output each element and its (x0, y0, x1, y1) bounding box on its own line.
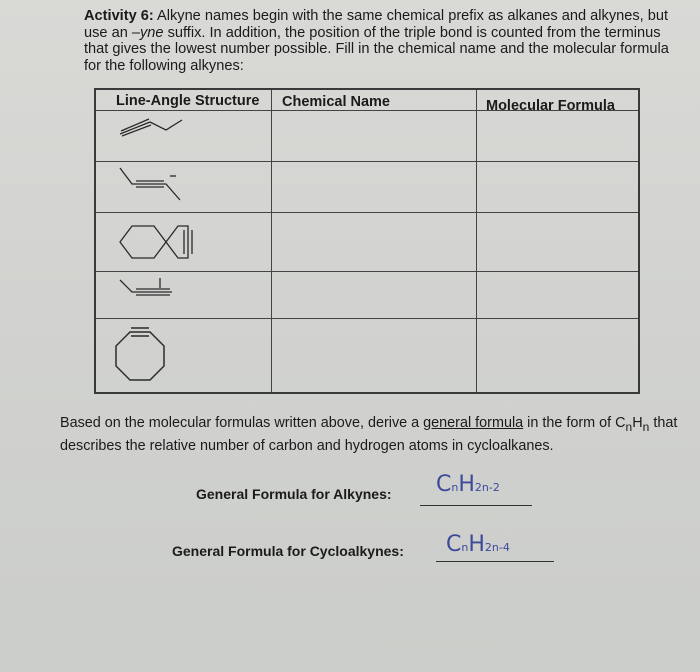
answer-subscript: 2n-4 (484, 541, 510, 554)
suffix-text: –yne (131, 24, 164, 41)
formula-h: H (632, 415, 643, 431)
answer-c: C (446, 532, 462, 557)
alkyne-structure-1 (116, 114, 196, 138)
derive-text-1: Based on the molecular formulas written above, derive a (60, 415, 424, 431)
cycloalkynes-label: General Formula for Cycloalkynes: (172, 543, 404, 559)
instructions-text-1: Alkyne names begin with the same chemical prefix as alkanes and alkynes, but use an (84, 8, 669, 41)
instructions-text-2: suffix. In addition, the position of the triple bond is counted from the terminus that gives the lowest number possible. Fill in the chemical name and the molecular formula for the following alkynes: (84, 24, 669, 74)
activity-instructions (84, 8, 674, 74)
general-formula-term: general formula (423, 415, 524, 431)
answer-n: n (451, 481, 459, 494)
derive-text-2: in the form of (523, 415, 616, 431)
alkynes-answer-line (420, 505, 532, 506)
header-chemical-name: Chemical Name (282, 94, 390, 110)
cycloalkyne-bicyclic-structure (114, 216, 214, 268)
formula-n1: n (625, 419, 633, 434)
alkyne-table (94, 88, 640, 394)
answer-subscript: 2n-2 (474, 481, 500, 494)
alkynes-label: General Formula for Alkynes: (196, 486, 392, 502)
table-column-divider (271, 90, 272, 392)
header-molecular-formula: Molecular Formula (486, 98, 615, 114)
table-row-divider (96, 161, 638, 162)
answer-h: H (468, 532, 485, 557)
derive-text-3: that describes the relative number of carbon and hydrogen atoms in cycloalkanes. (60, 415, 678, 454)
formula-c: C (615, 415, 626, 431)
cycloalkynes-answer[interactable] (446, 532, 510, 557)
answer-n: n (461, 541, 469, 554)
answer-c: C (436, 472, 452, 497)
formula-n2: n (642, 419, 650, 434)
cycloalkyne-ring-structure (106, 320, 176, 386)
cycloalkynes-answer-line (436, 561, 554, 562)
alkynes-answer[interactable] (436, 472, 500, 497)
activity-label: Activity 6: (84, 8, 154, 24)
header-line-angle: Line-Angle Structure (116, 93, 260, 109)
table-row-divider (96, 212, 638, 213)
table-column-divider (476, 90, 477, 392)
table-row-divider (96, 318, 638, 319)
answer-h: H (458, 472, 475, 497)
alkyne-structure-3 (114, 274, 214, 314)
alkyne-structure-2 (114, 164, 214, 210)
derive-instructions (60, 414, 680, 456)
table-row-divider (96, 271, 638, 272)
